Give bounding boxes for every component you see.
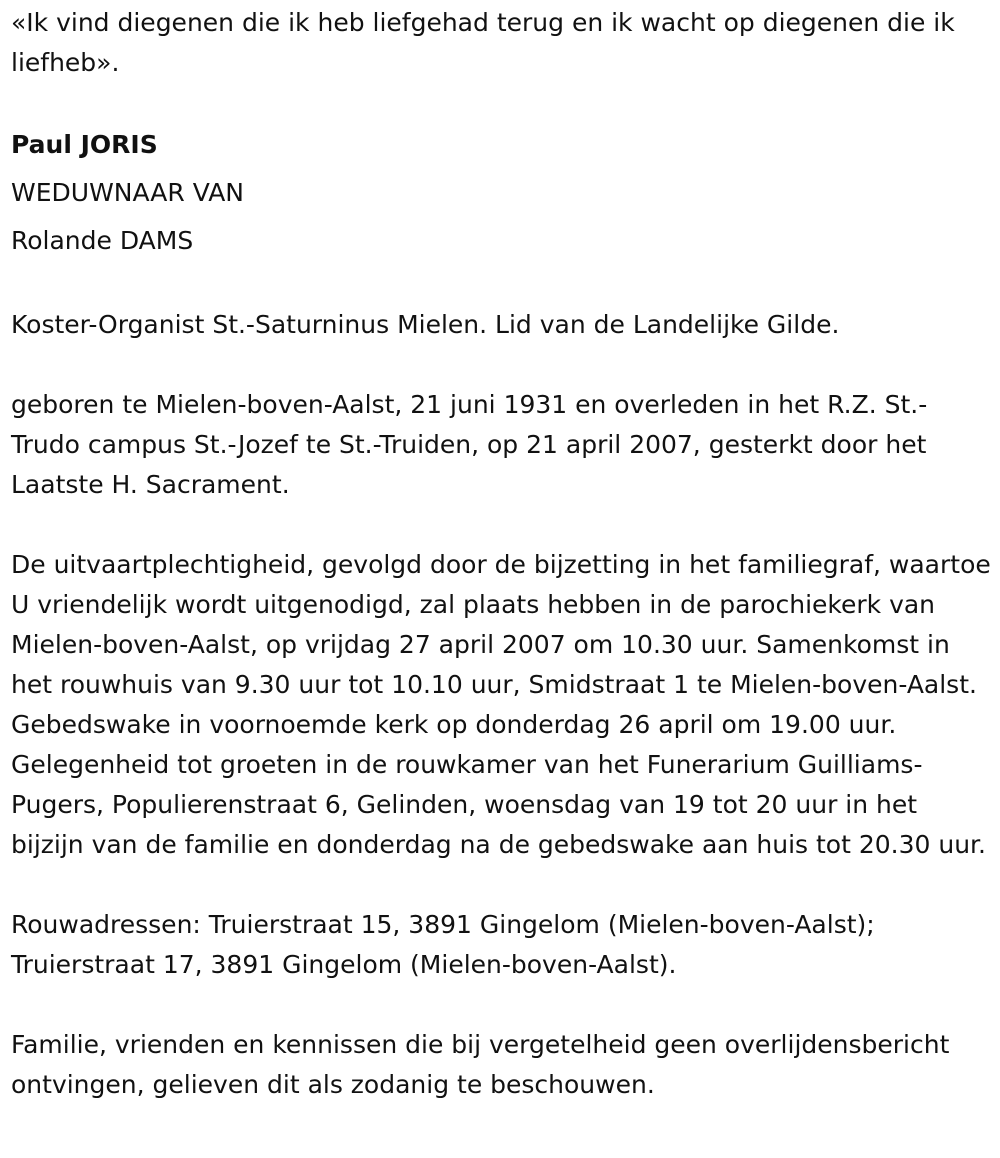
occupation-text: Koster-Organist St.-Saturninus Mielen. Lid van de Landelijke Gilde. [11, 310, 840, 339]
deceased-name: Paul JORIS [11, 130, 158, 159]
opening-quote: «Ik vind diegenen die ik heb liefgehad terug en ik wacht op diegenen die ik liefheb». [11, 8, 955, 77]
mourning-addresses: Rouwadressen: Truierstraat 15, 3891 Gingelom (Mielen-boven-Aalst); Truierstraat 17, 3891 Gingelom (Mielen-boven-Aalst). [11, 910, 875, 979]
birth-death-text: geboren te Mielen-boven-Aalst, 21 juni 1931 en overleden in het R.Z. St.-Trudo campus St.-Jozef te St.-Truiden, op 21 april 2007, gesterkt door het Laatste H. Sacrament. [11, 390, 928, 499]
funeral-details: De uitvaartplechtigheid, gevolgd door de bijzetting in het familiegraf, waartoe U vriendelijk wordt uitgenodigd, zal plaats hebben in de parochiekerk van Mielen-boven-Aalst, op vrijdag 27 april 2007 om 10.30 uur. Samenkomst in het rouwhuis van 9.30 uur tot 10.10 uur, Smidstraat 1 te Mielen-boven-Aalst. Gebedswake in voornoemde kerk op donderdag 26 april om 19.00 uur. Gelegenheid tot groeten in de rouwkamer van het Funerarium Guilliams-Pugers, Populierenstraat 6, Gelinden, woensdag van 19 tot 20 uur in het bijzijn van de familie en donderdag na de gebedswake aan huis tot 20.30 uur. [11, 550, 991, 859]
closing-notice: Familie, vrienden en kennissen die bij vergetelheid geen overlijdensbericht ontvingen, gelieven dit als zodanig te beschouwen. [11, 1030, 950, 1099]
marital-status: WEDUWNAAR VAN [11, 178, 245, 207]
spouse-name: Rolande DAMS [11, 226, 194, 255]
